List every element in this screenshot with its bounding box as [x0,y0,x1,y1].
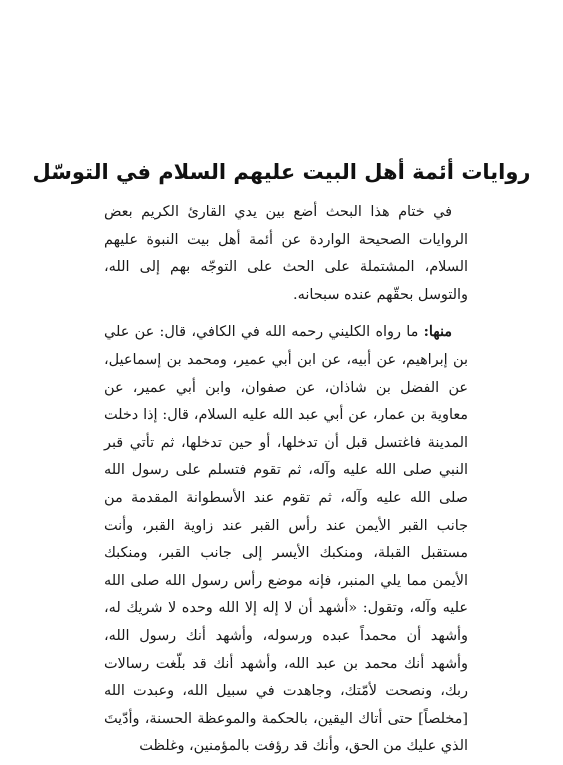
intro-paragraph-text: في ختام هذا البحث أضع بين يدي القارئ الكريم بعض الروايات الصحيحة الواردة عن أئمة أهل بيت النبوة عليهم السلام، المشتملة على الحث على التوجّه بهم إلى الله، والتوسل بحقّهم عنده سبحانه. [104,204,468,303]
narration-lead: منها: [423,323,452,341]
document-body [104,199,468,761]
intro-paragraph [104,199,468,309]
page-title: روايات أئمة أهل البيت عليهم السلام في التوسّل [32,160,531,185]
narration-paragraph [104,318,468,761]
narration-text: ما رواه الكليني رحمه الله في الكافي، قال: عن علي بن إبراهيم، عن أبيه، عن ابن أبي عمير، ومحمد بن إسماعيل، عن الفضل بن شاذان، عن صفوان، وابن أبي عمير، عن معاوية بن عمار، عن أبي عبد الله عليه السلام، قال: إذا دخلت المدينة فاغتسل قبل أن تدخلها، أو حين تدخلها، ثم تأتي قبر النبي صلى الله عليه وآله، ثم تقوم فتسلم على رسول الله صلى الله عليه وآله، ثم تقوم عند الأسطوانة المقدمة من جانب القبر الأيمن عند رأس القبر عند زاوية القبر، وأنت مستقبل القبلة، ومنكبك الأيسر إلى جانب القبر، ومنكبك الأيمن مما يلي المنبر، فإنه موضع رأس رسول الله صلى الله عليه وآله، وتقول: «أشهد أن لا إله إلا الله وحده لا شريك له، وأشهد أن محمداً عبده ورسوله، وأشهد أنك رسول الله، وأشهد أنك محمد بن عبد الله، وأشهد أنك قد بلّغت رسالات ربك، ونصحت لأمّتك، وجاهدت في سبيل الله، وعبدت الله [مخلصاً] حتى أتاك اليقين، بالحكمة والموعظة الحسنة، وأدّيتَ الذي عليك من الحق، وأنك قد رؤفت بالمؤمنين، وغلظت [104,324,468,755]
